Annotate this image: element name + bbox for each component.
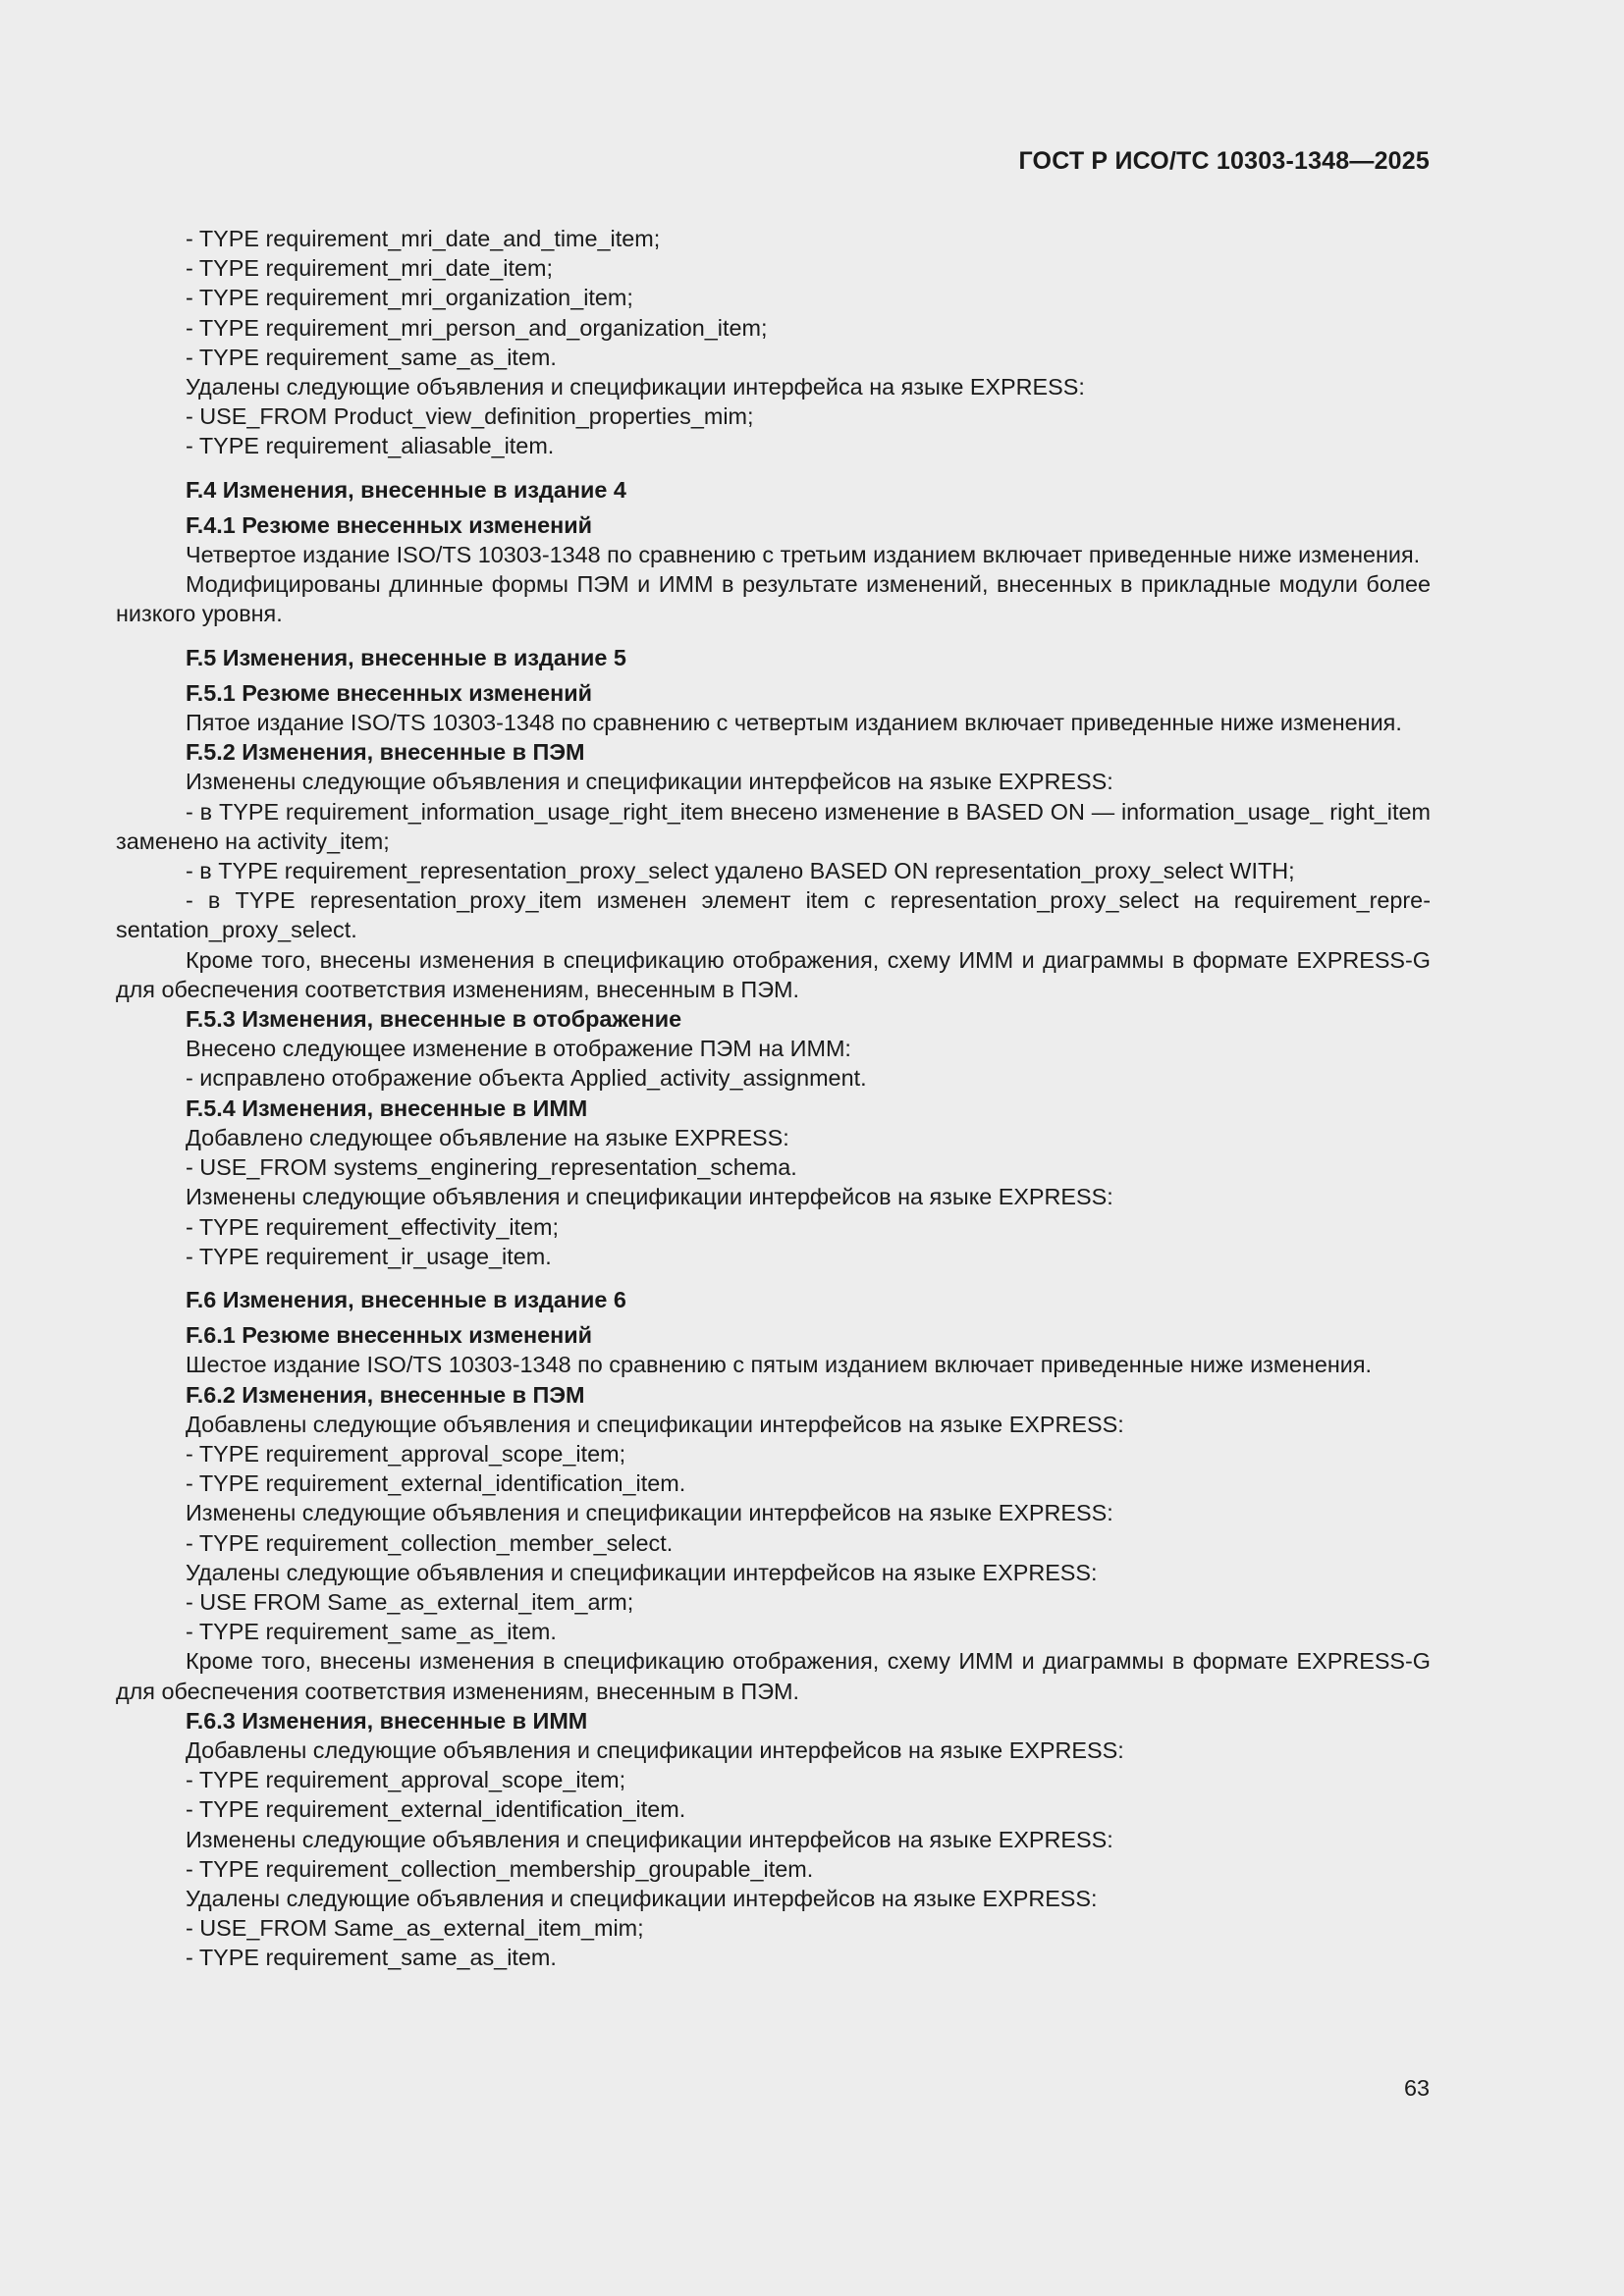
body-paragraph: Четвертое издание ISO/TS 10303-1348 по сравнению с третьим изданием включает приведенные ниже изменения. xyxy=(186,542,1421,568)
body-paragraph: Внесено следующее изменение в отображение ПЭМ на ИММ: xyxy=(186,1036,851,1062)
list-item: - TYPE requirement_effectivity_item; xyxy=(186,1213,560,1240)
subsection-heading-f6-3: F.6.3 Изменения, внесенные в ИММ xyxy=(186,1707,588,1734)
page-number: 63 xyxy=(1403,2075,1430,2101)
list-item: - исправлено отображение объекта Applied_activity_assignment. xyxy=(186,1065,867,1092)
body-paragraph: Кроме того, внесены изменения в спецификацию отображения, схему ИММ и диаграммы в формате EXPRESS-G для обеспечения соответствия изменениям, внесенным в ПЭМ. xyxy=(116,1648,1431,1704)
list-item: - TYPE requirement_same_as_item. xyxy=(186,1619,557,1645)
body-paragraph: Удалены следующие объявления и спецификации интерфейсов на языке EXPRESS: xyxy=(186,1885,1098,1911)
body-paragraph: Шестое издание ISO/TS 10303-1348 по сравнению с пятым изданием включает приведенные ниже изменения. xyxy=(186,1352,1373,1378)
subsection-heading-f5-2: F.5.2 Изменения, внесенные в ПЭМ xyxy=(186,739,585,766)
list-item: - в TYPE requirement_information_usage_right_item внесено изменение в BASED ON — information_usage_ right_item заменено на activity_item; xyxy=(116,798,1431,854)
subsection-heading-f6-2: F.6.2 Изменения, внесенные в ПЭМ xyxy=(186,1381,585,1408)
list-item: - TYPE requirement_approval_scope_item; xyxy=(186,1440,626,1467)
body-paragraph: Изменены следующие объявления и спецификации интерфейсов на языке EXPRESS: xyxy=(186,769,1113,795)
body-paragraph: Добавлены следующие объявления и спецификации интерфейсов на языке EXPRESS: xyxy=(186,1411,1124,1437)
body-paragraph: Удалены следующие объявления и спецификации интерфейса на языке EXPRESS: xyxy=(186,374,1085,400)
list-item: - TYPE requirement_mri_date_item; xyxy=(186,255,553,282)
body-paragraph: Кроме того, внесены изменения в спецификацию отображения, схему ИММ и диаграммы в формате EXPRESS-G для обеспечения соответствия изменениям, внесенным в ПЭМ. xyxy=(116,946,1431,1002)
list-item: - USE_FROM Product_view_definition_properties_mim; xyxy=(186,403,754,430)
list-item: - TYPE requirement_same_as_item. xyxy=(186,344,557,370)
list-item: - USE_FROM Same_as_external_item_mim; xyxy=(186,1915,644,1942)
document-code-header: ГОСТ Р ИСО/ТС 10303-1348—2025 xyxy=(1018,147,1430,175)
subsection-heading-f5-1: F.5.1 Резюме внесенных изменений xyxy=(186,679,593,706)
list-item: - TYPE requirement_approval_scope_item; xyxy=(186,1767,626,1793)
list-item: - USE_FROM systems_enginering_representation_schema. xyxy=(186,1154,797,1181)
body-paragraph: Изменены следующие объявления и спецификации интерфейсов на языке EXPRESS: xyxy=(186,1184,1113,1210)
list-item: - TYPE requirement_collection_member_select. xyxy=(186,1529,674,1556)
body-paragraph: Удалены следующие объявления и спецификации интерфейсов на языке EXPRESS: xyxy=(186,1559,1098,1585)
body-paragraph: Пятое издание ISO/TS 10303-1348 по сравнению с четвертым изданием включает приведенные ниже изменения. xyxy=(186,710,1402,736)
subsection-heading-f5-4: F.5.4 Изменения, внесенные в ИММ xyxy=(186,1095,588,1121)
section-heading-f6: F.6 Изменения, внесенные в издание 6 xyxy=(186,1286,626,1312)
section-heading-f5: F.5 Изменения, внесенные в издание 5 xyxy=(186,644,626,670)
list-item: - TYPE requirement_mri_person_and_organization_item; xyxy=(186,314,768,341)
section-heading-f4: F.4 Изменения, внесенные в издание 4 xyxy=(186,476,626,503)
body-paragraph: Изменены следующие объявления и спецификации интерфейсов на языке EXPRESS: xyxy=(186,1500,1113,1526)
list-item: - TYPE requirement_collection_membership_groupable_item. xyxy=(186,1855,814,1882)
subsection-heading-f4-1: F.4.1 Резюме внесенных изменений xyxy=(186,511,593,538)
list-item: - TYPE requirement_external_identification_item. xyxy=(186,1470,686,1497)
list-item: - TYPE requirement_external_identification_item. xyxy=(186,1796,686,1823)
body-paragraph: Добавлено следующее объявление на языке EXPRESS: xyxy=(186,1124,789,1150)
body-paragraph: Модифицированы длинные формы ПЭМ и ИММ в результате изменений, внесенных в прикладные модули более низкого уровня. xyxy=(116,571,1431,627)
document-body xyxy=(116,224,1431,1973)
subsection-heading-f6-1: F.6.1 Резюме внесенных изменений xyxy=(186,1322,593,1349)
list-item: - в TYPE requirement_representation_proxy_select удалено BASED ON representation_proxy_select WITH; xyxy=(186,858,1295,884)
list-item: - TYPE requirement_aliasable_item. xyxy=(186,433,555,459)
list-item: - USE FROM Same_as_external_item_arm; xyxy=(186,1588,634,1615)
body-paragraph: Добавлены следующие объявления и спецификации интерфейсов на языке EXPRESS: xyxy=(186,1736,1124,1763)
list-item: - TYPE requirement_same_as_item. xyxy=(186,1945,557,1971)
list-item: - TYPE requirement_mri_organization_item; xyxy=(186,285,633,311)
subsection-heading-f5-3: F.5.3 Изменения, внесенные в отображение xyxy=(186,1006,682,1033)
list-item: - TYPE requirement_mri_date_and_time_item; xyxy=(186,226,661,251)
list-item: - в TYPE representation_proxy_item изменен элемент item с representation_proxy_select на requirement_representation_proxy_select. xyxy=(116,887,1431,943)
list-item: - TYPE requirement_ir_usage_item. xyxy=(186,1243,552,1269)
body-paragraph: Изменены следующие объявления и спецификации интерфейсов на языке EXPRESS: xyxy=(186,1826,1113,1852)
